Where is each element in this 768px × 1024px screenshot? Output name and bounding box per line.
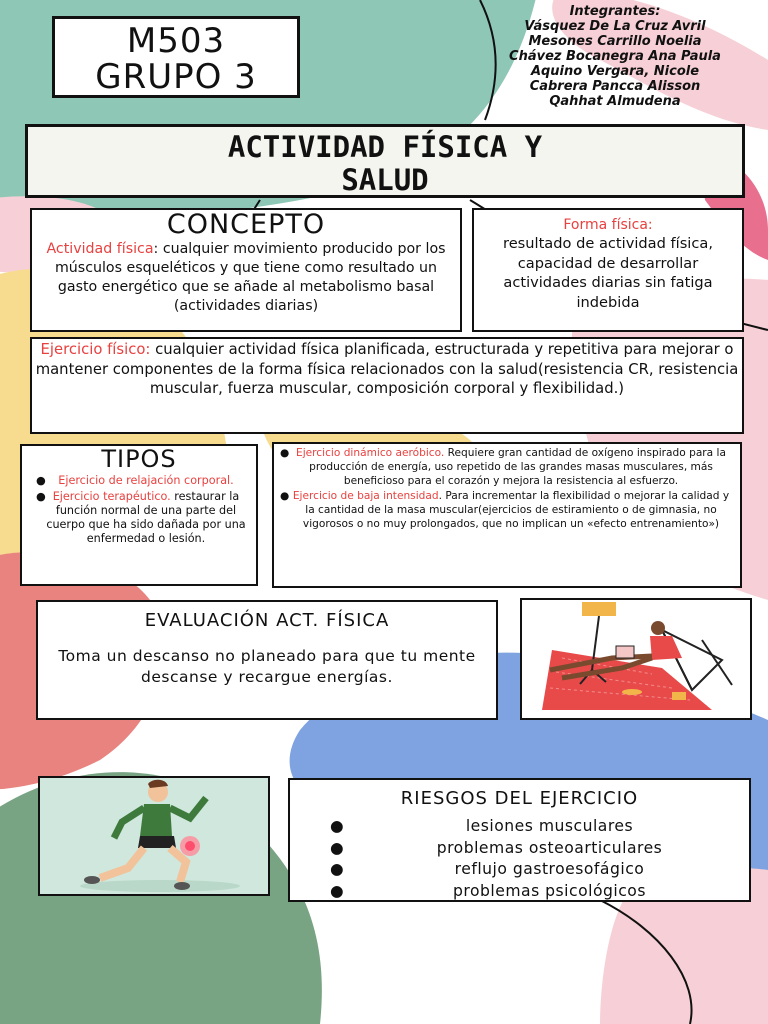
risk-item: reflujo gastroesofágico xyxy=(454,860,645,878)
risks-box xyxy=(288,778,751,902)
member-name: Cabrera Pancca Alisson xyxy=(529,79,701,94)
type-label: Ejercicio terapéutico. xyxy=(52,490,171,503)
list-item xyxy=(330,816,749,838)
runner-illustration xyxy=(38,776,270,896)
concept-text xyxy=(36,240,456,316)
bullet-icon: ● xyxy=(36,490,46,503)
type-description: restaurar la función normal de una parte del cuerpo que ha sido dañada por una enfermedad o lesión. xyxy=(46,490,246,545)
bullet-icon: ● xyxy=(330,860,345,878)
bullet-icon: ● xyxy=(330,817,345,835)
list-item xyxy=(330,838,749,860)
fitness-label: Forma física: xyxy=(563,217,653,233)
list-item xyxy=(280,489,734,531)
type-label: Ejercicio de relajación corporal. xyxy=(58,474,234,487)
concept-definition: : cualquier movimiento producido por los músculos esqueléticos y que tiene como resultado un gasto energético que se añade al metabolismo basal (actividades diarias) xyxy=(54,241,446,314)
bullet-icon: ● xyxy=(280,490,290,502)
course-code: M503 xyxy=(126,21,226,61)
types-heading: TIPOS xyxy=(101,445,177,473)
list-item xyxy=(330,859,749,881)
page-title xyxy=(25,124,745,198)
exercise-label: Ejercicio físico: xyxy=(40,341,151,358)
members-list xyxy=(470,4,760,109)
group-label-box xyxy=(52,16,300,98)
bullet-icon: ● xyxy=(330,838,345,857)
member-name: Chávez Bocanegra Ana Paula xyxy=(509,49,721,64)
type-description: Requiere gran cantidad de oxígeno inspirado para la producción de energía, uso repetido de las grandes masas musculares, más beneficioso para el corazón y mejora la resistencia al esfuerzo. xyxy=(309,447,726,487)
group-number: GRUPO 3 xyxy=(95,57,257,97)
type-label: Ejercicio de baja intensidad xyxy=(292,490,439,502)
title-line-2: SALUD xyxy=(341,163,429,197)
bullet-icon: ● xyxy=(330,881,345,900)
concept-heading: CONCEPTO xyxy=(166,209,326,240)
type-label: Ejercicio dinámico aeróbico. xyxy=(296,447,445,459)
exercise-box xyxy=(30,337,744,434)
risk-item: problemas psicológicos xyxy=(453,881,646,900)
concept-label: Actividad física xyxy=(46,241,154,257)
risks-list xyxy=(290,816,749,902)
types-list xyxy=(22,474,256,546)
member-name: Aquino Vergara, Nicole xyxy=(530,64,700,79)
member-name: Vásquez De La Cruz Avril xyxy=(524,19,706,34)
type-description: . Para incrementar la flexibilidad o mejorar la calidad y la cantidad de la masa muscular(ejercicios de estiramiento o de gimnasia, no vigorosos o no muy prolongados, que no implican un «efecto entrenamiento») xyxy=(302,490,730,530)
risk-item: problemas osteoarticulares xyxy=(436,838,663,857)
list-item xyxy=(330,881,749,903)
runner-knee-injury-icon xyxy=(40,778,268,894)
evaluation-title: EVALUACIÓN ACT. FÍSICA xyxy=(144,610,390,631)
member-name: Qahhat Almudena xyxy=(549,94,681,109)
types-box xyxy=(20,444,258,586)
list-item xyxy=(36,474,256,488)
fitness-box xyxy=(472,208,744,332)
concept-box xyxy=(30,208,462,332)
types-detail-list xyxy=(274,446,740,531)
risk-item: lesiones musculares xyxy=(465,817,634,835)
title-line-1: ACTIVIDAD FÍSICA Y xyxy=(227,130,543,164)
exercise-definition: cualquier actividad física planificada, estructurada y repetitiva para mejorar o mantener componentes de la forma física relacionados con la salud(resistencia CR, resistencia muscular, fuerza muscular, composición corporal y flexibilidad.) xyxy=(35,341,739,397)
types-detail-box xyxy=(272,442,742,588)
member-name: Mesones Carrillo Noelia xyxy=(528,34,702,49)
relax-illustration xyxy=(520,598,752,720)
bullet-icon: ● xyxy=(36,474,46,487)
list-item xyxy=(280,446,734,488)
risks-title: RIESGOS DEL EJERCICIO xyxy=(400,788,639,809)
list-item xyxy=(36,490,256,546)
bullet-icon: ● xyxy=(280,447,290,459)
evaluation-box xyxy=(36,600,498,720)
fitness-definition: resultado de actividad física, capacidad de desarrollar actividades diarias sin fatiga indebida xyxy=(503,235,713,311)
evaluation-text: Toma un descanso no planeado para que tu mente descanse y recargue energías. xyxy=(58,647,476,686)
woman-relaxing-icon xyxy=(522,600,750,718)
members-title: Integrantes: xyxy=(569,4,661,19)
